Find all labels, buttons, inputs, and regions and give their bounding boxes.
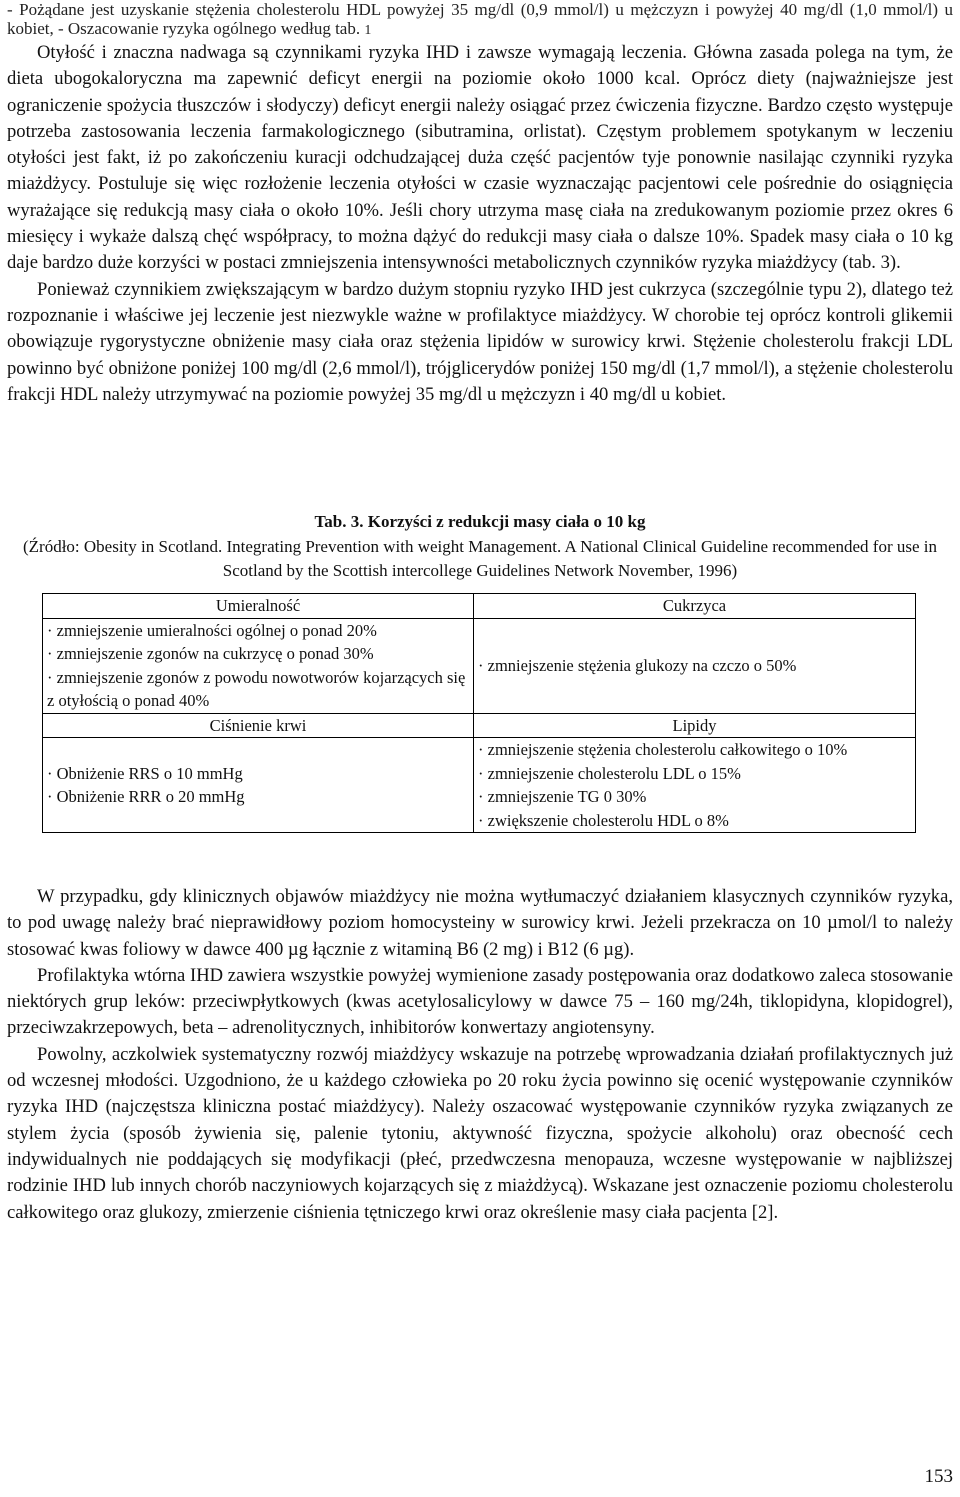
- table-source: (Źródło: Obesity in Scotland. Integrating Prevention with weight Management. A National Clinical Guideline recommended for use in Scotland by the Scottish intercollege Guidelines Network November, 1996): [22, 537, 937, 580]
- list-item: · zmniejszenie zgonów na cukrzycę o ponad 30%: [47, 644, 374, 663]
- body-section-bottom: [7, 884, 953, 1226]
- list-item: · zmniejszenie TG 0 30%: [478, 787, 647, 806]
- list-item: · Obniżenie RRR o 20 mmHg: [47, 787, 245, 806]
- paragraph-secondary-prevention: Profilaktyka wtórna IHD zawiera wszystkie powyżej wymienione zasady postępowania oraz dodatkowo zaleca stosowanie niektórych grup leków: przeciwpłytkowych (kwas acetylosalicylowy w dawce 75 – 160 mg/24h, tiklopidyna, klopidogrel), przeciwzakrzepowych, beta – adrenolitycznych, inhibitorów konwertazy angiotensyny.: [7, 964, 953, 1039]
- cell-mortality: [43, 618, 474, 713]
- header-pressure: Ciśnienie krwi: [43, 713, 474, 738]
- cell-diabetes: [474, 618, 916, 713]
- table-title: Tab. 3. Korzyści z redukcji masy ciała o 10 kg: [314, 512, 646, 531]
- intro-ref: 1: [364, 23, 372, 38]
- paragraph-diabetes: Ponieważ czynnikiem zwiększającym w bardzo dużym stopniu ryzyko IHD jest cukrzyca (szczególnie typu 2), dlatego też rozpoznanie i właściwe jej leczenie jest niezwykle ważne w profilaktyce miażdżycy. W chorobie tej oprócz kontroli glikemii obowiązuje rygorystyczne obniżenie masy ciała oraz stężenia lipidów w surowicy krwi. Stężenie cholesterolu frakcji LDL powinno być obniżone poniżej 100 mg/dl (2,6 mmol/l), trójglicerydów poniżej 150 mg/dl (1,7 mmol/l), a stężenie cholesterolu frakcji HDL należy utrzymywać na poziomie powyżej 35 mg/dl u mężczyzn i 40 mg/dl u kobiet.: [7, 278, 953, 405]
- list-item: · zmniejszenie umieralności ogólnej o ponad 20%: [47, 620, 377, 640]
- list-item: · zmniejszenie cholesterolu LDL o 15%: [478, 763, 741, 783]
- list-item: · zmniejszenie stężenia glukozy na czczo o 50%: [478, 655, 797, 675]
- header-diabetes: Cukrzyca: [474, 594, 916, 619]
- list-item: · Obniżenie RRS o 10 mmHg: [47, 763, 243, 783]
- paragraph-early-prevention: Powolny, aczkolwiek systematyczny rozwój miażdżycy wskazuje na potrzebę wprowadzania działań profilaktycznych już od wczesnej młodości. Uzgodniono, że u każdego człowieka po 20 roku życia powinno się ocenić występowanie czynników ryzyka IHD (najczęstsza kliniczna postać miażdżycy). Należy oszacować występowanie czynników ryzyka związanych ze stylem życia (sposób żywienia się, palenie tytoniu, aktywność fizyczna, spożycie alkoholu) oraz obecność cech indywidualnych nie poddających się modyfikacji (płeć, przedwczesna menopauza, wczesne występowanie w najbliższej rodzinie IHD lub innych chorób naczyniowych kojarzących się z miażdżycą). Wskazane jest oznaczenie poziomu cholesterolu całkowitego oraz glukozy, zmierzenie ciśnienia tętniczego krwi oraz określenie masy ciała pacjenta [2].: [7, 1043, 953, 1223]
- header-mortality: Umieralność: [43, 594, 474, 619]
- header-lipids: Lipidy: [474, 713, 916, 738]
- body-section-top: [7, 40, 953, 408]
- list-item: · zmniejszenie zgonów z powodu nowotworów kojarzących się z otyłością o ponad 40%: [47, 667, 466, 710]
- list-item: · zwiększenie cholesterolu HDL o 8%: [478, 810, 729, 830]
- benefits-table: [42, 593, 916, 833]
- paragraph-obesity: Otyłość i znaczna nadwaga są czynnikami ryzyka IHD i zawsze wymagają leczenia. Główna zasada polega na tym, że dieta ubogokaloryczna ma zapewnić deficyt energii na poziomie około 1000 kcal. Oprócz diety (najważniejsze jest ograniczenie spożycia tłuszczów i słodyczy) deficyt energii należy osiągać przez ćwiczenia fizyczne. Bardzo często występuje potrzeba zastosowania leczenia farmakologicznego (sibutramina, orlistat). Częstym problemem spotykanym w leczeniu otyłości jest fakt, iż po zakończeniu kuracji odchudzającej duża część pacjentów tyje ponownie nasilając czynniki ryzyka miażdżycy. Postuluje się więc rozłożenie leczenia otyłości w czasie wyznaczając pacjentowi cele pośrednie do osiągnięcia wyrażające się redukcją masy ciała o około 10%. Jeśli chory utrzyma masę ciała na zredukowanym poziomie przez okres 6 miesięcy i wykaże dalszą chęć współpracy, to można dążyć do redukcji masy ciała o dalsze 10%. Spadek masy ciała o 10 kg daje bardzo duże korzyści w postaci zmniejszenia intensywności metabolicznych czynników ryzyka miażdżycy (tab. 3).: [7, 42, 953, 274]
- intro-text: - Pożądane jest uzyskanie stężenia cholesterolu HDL powyżej 35 mg/dl (0,9 mmol/l) u mężczyzn i powyżej 40 mg/dl (1,0 mmol/l) u kobiet, - Oszacowanie ryzyka ogólnego według tab.: [7, 0, 953, 38]
- cell-lipids: [474, 738, 916, 833]
- page-number: 153: [924, 1466, 953, 1487]
- paragraph-homocysteine: W przypadku, gdy klinicznych objawów miażdżycy nie można wytłumaczyć działaniem klasycznych czynników ryzyka, to pod uwagę należy brać nieprawidłowy poziom homocysteiny w surowicy krwi. Jeżeli przekracza on 10 µmol/l to należy stosować kwas foliowy w dawce 400 µg łącznie z witaminą B6 (2 mg) i B12 (6 µg).: [7, 886, 953, 960]
- list-item: · zmniejszenie stężenia cholesterolu całkowitego o 10%: [478, 740, 848, 759]
- cell-pressure: [43, 738, 474, 833]
- intro-paragraph: [7, 0, 953, 40]
